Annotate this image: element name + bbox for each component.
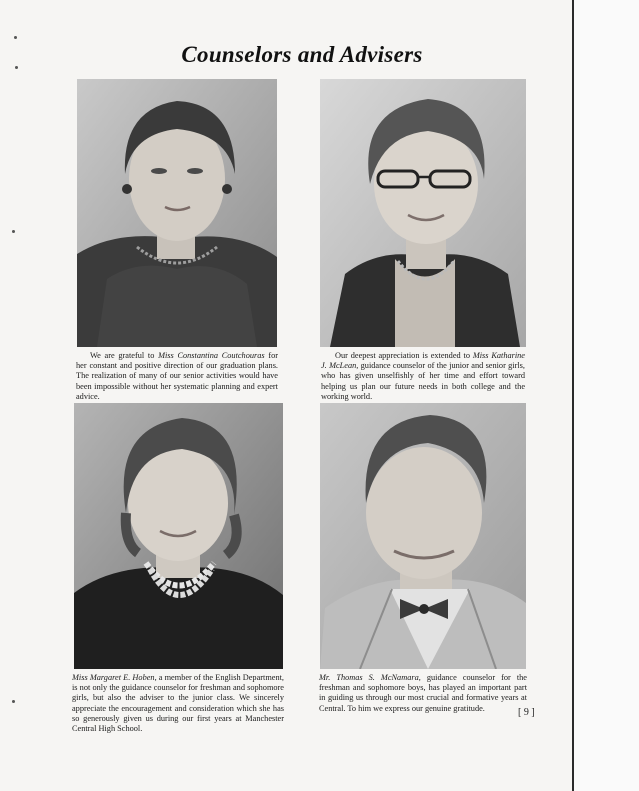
caption-text: We are grateful to: [90, 351, 159, 360]
caption-name: Miss Katharine J. McLean: [321, 351, 525, 371]
caption-text: , guidance counselor for the freshman and sophomore boys, has played an important part in guiding us through our most crucial and formative years at Central. To him we express our genuine gratitude.: [319, 673, 527, 713]
portrait-mclean: [320, 79, 526, 347]
caption-hoben: [72, 673, 284, 734]
speck: [12, 230, 15, 233]
speck: [12, 700, 15, 703]
portrait-mcnamara: [320, 403, 526, 669]
caption-text: Our deepest appreciation is extended to: [335, 351, 473, 360]
page-title: Counselors and Advisers: [181, 42, 423, 67]
caption-name: Miss Margaret E. Hoben: [72, 673, 155, 682]
portrait-hoben: [74, 403, 283, 669]
speck: [14, 36, 17, 39]
caption-text: for her constant and positive direction of our graduation plans. The realization of many of our senior activities would have been impossible without her systematic planning and expert advice.: [76, 351, 279, 401]
page-number: [ 9 ]: [518, 707, 535, 718]
page-edge: [572, 0, 639, 791]
caption-name: Mr. Thomas S. McNamara: [319, 673, 419, 682]
caption-name: Miss Constantina Coutchouras: [158, 351, 265, 360]
caption-mclean: [321, 351, 525, 402]
caption-mcnamara: [319, 673, 527, 714]
caption-coutchouras: [76, 351, 278, 402]
caption-text: , guidance counselor of the junior and senior girls, who has given unselfishly of her time and effort toward helping us plan our future needs in both college and the working world.: [321, 361, 525, 401]
caption-text: , a member of the English Department, is not only the guidance counselor for freshman and sophomore girls, but also the adviser to the junior class. We sincerely appreciate the encouragement and consideration which she has so generously given us during our first years at Manchester Central High School.: [72, 673, 284, 734]
portrait-coutchouras: [77, 79, 277, 347]
